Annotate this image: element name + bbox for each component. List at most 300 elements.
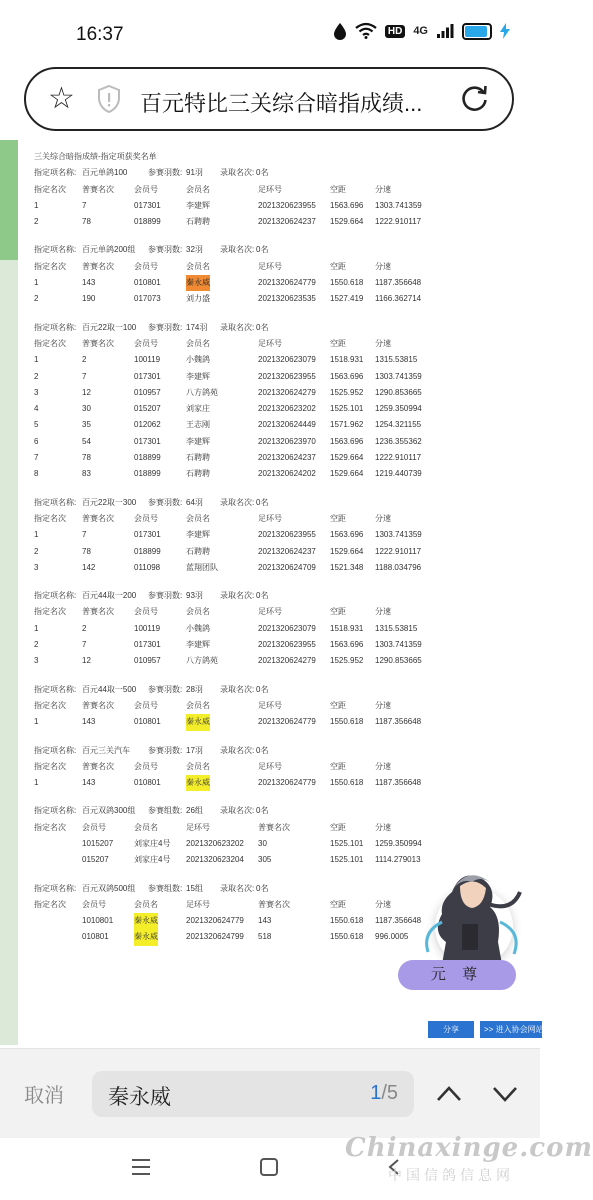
menu-nav-icon[interactable] (130, 1158, 152, 1176)
meta-field: 录取名次: (220, 684, 255, 694)
column-header: 会员名 (186, 184, 210, 194)
table-cell: 1525.101 (330, 855, 364, 865)
table-cell: 1518.931 (330, 623, 364, 633)
column-header: 会员号 (134, 513, 158, 523)
meta-field: 百元三关汽车 (82, 745, 130, 755)
meta-field: 93羽 (186, 591, 203, 601)
table-cell: 李建辉 (186, 436, 210, 446)
column-header: 指定名次 (34, 822, 66, 832)
column-header: 空距 (330, 822, 346, 832)
meta-field: 录取名次: (220, 806, 255, 816)
table-cell: 1222.910117 (375, 546, 422, 556)
column-header: 空距 (330, 700, 346, 710)
table-cell: 1 (34, 530, 39, 540)
table-cell: 刘家庄 (186, 404, 210, 414)
table-cell: 017301 (134, 436, 161, 446)
table-cell: 2 (82, 355, 87, 365)
column-header: 分速 (375, 338, 391, 348)
column-header: 足环号 (258, 184, 282, 194)
column-header: 足环号 (186, 822, 210, 832)
table-cell: 143 (258, 916, 272, 926)
column-header: 空距 (330, 761, 346, 771)
meta-field: 百元22取一300 (82, 497, 137, 507)
yuanzun-badge[interactable]: 元 尊 (398, 960, 516, 990)
table-cell: 010801 (82, 932, 109, 942)
meta-field: 百元44取一500 (82, 684, 137, 694)
meta-field: 百元单鸽200组 (82, 245, 136, 255)
meta-field: 参赛羽数: (148, 591, 183, 601)
meta-field: 174羽 (186, 322, 208, 332)
table-cell: 小魏鸽 (186, 623, 210, 633)
table-cell: 1114.279013 (375, 855, 421, 865)
table-cell: 2021320623955 (258, 371, 316, 381)
table-cell: 1 (34, 623, 39, 633)
table-cell: 2021320624799 (186, 932, 244, 942)
table-cell: 2021320624202 (258, 469, 316, 479)
table-row (34, 198, 534, 214)
table-cell: 7 (82, 530, 87, 540)
column-header: 足环号 (258, 513, 282, 523)
table-cell: 刘家庄4号 (134, 855, 171, 865)
column-header: 会员号 (134, 607, 158, 617)
table-cell: 143 (82, 717, 96, 727)
table-cell: 秦永威 (134, 929, 158, 945)
table-cell: 1222.910117 (375, 217, 422, 227)
table-cell: 2021320623202 (186, 838, 244, 848)
table-cell: 1303.741359 (375, 640, 422, 650)
meta-field: 参赛羽数: (148, 497, 183, 507)
meta-field: 17羽 (186, 745, 203, 755)
table-row (34, 401, 534, 417)
meta-field: 参赛羽数: (148, 168, 183, 178)
cancel-button[interactable]: 取消 (24, 1085, 64, 1107)
column-header: 指定名次 (34, 700, 66, 710)
meta-field: 百元22取一100 (82, 322, 137, 332)
share-button[interactable] (428, 1021, 474, 1038)
table-cell: 1 (34, 278, 39, 288)
column-header: 空距 (330, 607, 346, 617)
table-cell: 1187.356648 (375, 778, 422, 788)
column-header: 分速 (375, 184, 391, 194)
table-cell: 秦永威 (186, 775, 210, 791)
meta-field: 百元双鸽300组 (82, 806, 136, 816)
table-cell: 305 (258, 855, 272, 865)
table-cell: 1563.696 (330, 436, 364, 446)
table-cell: 1259.350994 (375, 838, 422, 848)
meta-field: 百元双鸽500组 (82, 883, 136, 893)
table-cell: 143 (82, 278, 96, 288)
meta-field: 0名 (256, 497, 269, 507)
home-nav-icon[interactable] (259, 1157, 279, 1177)
table-cell: 1219.440739 (375, 469, 422, 479)
table-row (34, 450, 534, 466)
table-cell: 011098 (134, 562, 161, 572)
table-cell: 1187.356648 (375, 717, 422, 727)
table-cell: 秦永威 (134, 913, 158, 929)
table-header (34, 336, 534, 352)
column-header: 会员名 (186, 261, 210, 271)
meta-field: 0名 (256, 684, 269, 694)
association-site-link[interactable]: >> 进入协会网站 (480, 1021, 542, 1038)
table-cell: 1529.664 (330, 546, 364, 556)
section-meta (34, 320, 534, 336)
table-cell: 017301 (134, 530, 161, 540)
table-cell: 2021320623970 (258, 436, 316, 446)
column-header: 会员号 (134, 261, 158, 271)
share-label: 分享 (443, 1025, 459, 1034)
table-cell: 李建辉 (186, 371, 210, 381)
table-cell: 2021320624779 (258, 278, 316, 288)
meta-field: 0名 (256, 883, 269, 893)
table-cell: 1550.618 (330, 778, 364, 788)
table-cell: 石聘聘 (186, 453, 210, 463)
column-header: 指定名次 (34, 338, 66, 348)
match-counter: 1/5 (370, 1082, 398, 1104)
table-cell: 010801 (134, 717, 161, 727)
table-cell: 010801 (134, 778, 161, 788)
table-cell: 2021320623204 (186, 855, 244, 865)
find-query[interactable]: 秦永威 (108, 1086, 171, 1109)
section-meta (34, 743, 534, 759)
bookmark-star-icon[interactable]: ☆ (48, 82, 75, 115)
status-bar (0, 0, 540, 64)
table-cell: 1525.952 (330, 387, 364, 397)
column-header: 普赛名次 (82, 261, 114, 271)
table-cell: 刘家庄4号 (134, 838, 171, 848)
table-cell: 8 (34, 469, 39, 479)
table-cell: 李建辉 (186, 200, 210, 210)
table-cell: 1290.853665 (375, 656, 422, 666)
meta-field: 参赛组数: (148, 806, 183, 816)
column-header: 指定名次 (34, 184, 66, 194)
clock: 16:37 (76, 24, 124, 45)
table-cell: 1529.664 (330, 217, 364, 227)
table-cell: 2 (34, 371, 39, 381)
column-header: 空距 (330, 184, 346, 194)
table-cell: 1290.853665 (375, 387, 422, 397)
meta-field: 0名 (256, 322, 269, 332)
column-header: 足环号 (258, 761, 282, 771)
column-header: 足环号 (258, 700, 282, 710)
table-cell: 012062 (134, 420, 161, 430)
meta-field: 录取名次: (220, 591, 255, 601)
table-cell: 018899 (134, 217, 161, 227)
table-row (34, 369, 534, 385)
table-cell: 1529.664 (330, 453, 364, 463)
table-cell: 1 (34, 355, 39, 365)
table-cell: 6 (34, 436, 39, 446)
table-cell: 518 (258, 932, 272, 942)
table-cell: 190 (82, 294, 96, 304)
table-cell: 石聘聘 (186, 546, 210, 556)
meta-field: 百元44取一200 (82, 591, 137, 601)
table-cell: 5 (34, 420, 39, 430)
table-cell: 54 (82, 436, 91, 446)
table-header (34, 820, 534, 836)
section-meta (34, 242, 534, 258)
column-header: 空距 (330, 338, 346, 348)
table-cell: 1 (34, 200, 39, 210)
watermark-cn: 中国信鸽信息网 (388, 1167, 514, 1183)
table-cell: 1 (34, 717, 39, 727)
table-cell: 1236.355362 (375, 436, 422, 446)
table-cell: 2 (34, 217, 39, 227)
next-match-icon[interactable] (488, 1077, 522, 1111)
column-header: 会员号 (134, 761, 158, 771)
meta-field: 0名 (256, 806, 269, 816)
column-header: 普赛名次 (82, 184, 114, 194)
table-cell: 7 (82, 640, 87, 650)
table-cell: 1563.696 (330, 371, 364, 381)
table-cell: 2021320623955 (258, 530, 316, 540)
page-title[interactable]: 百元特比三关综合暗指成绩... (140, 91, 423, 116)
column-header: 会员号 (82, 899, 106, 909)
column-header: 会员名 (186, 338, 210, 348)
table-cell: 1315.53815 (375, 623, 418, 633)
table-cell: 2021320624709 (258, 562, 316, 572)
table-cell: 017301 (134, 640, 161, 650)
column-header: 分速 (375, 513, 391, 523)
meta-field: 参赛羽数: (148, 745, 183, 755)
watermark-site: Chinaxinge.com (345, 1133, 593, 1163)
table-cell: 1521.348 (330, 562, 364, 572)
meta-field: 百元单鸽100 (82, 168, 128, 178)
table-cell: 1571.962 (330, 420, 364, 430)
wifi-icon (355, 23, 377, 39)
column-header: 分速 (375, 761, 391, 771)
section-meta (34, 588, 534, 604)
column-header: 空距 (330, 899, 346, 909)
table-cell: 30 (258, 838, 267, 848)
meta-field: 参赛羽数: (148, 684, 183, 694)
battery-icon (462, 23, 492, 40)
find-input[interactable] (92, 1071, 414, 1117)
table-cell: 015207 (134, 404, 161, 414)
table-cell: 2021320624779 (258, 717, 316, 727)
table-cell: 3 (34, 656, 39, 666)
meta-field: 录取名次: (220, 322, 255, 332)
meta-field: 指定项名称: (34, 684, 77, 694)
column-header: 空距 (330, 261, 346, 271)
table-cell: 1525.101 (330, 404, 364, 414)
column-header: 足环号 (186, 899, 210, 909)
table-cell: 1166.362714 (375, 294, 422, 304)
table-cell: 1550.618 (330, 932, 364, 942)
table-cell: 1188.034796 (375, 562, 422, 572)
table-cell: 78 (82, 453, 91, 463)
table-cell: 1315.53815 (375, 355, 418, 365)
signal-icon (436, 23, 454, 39)
column-header: 会员名 (186, 761, 210, 771)
meta-field: 91羽 (186, 168, 203, 178)
address-bar[interactable] (24, 67, 514, 131)
meta-field: 0名 (256, 591, 269, 601)
table-cell: 018899 (134, 453, 161, 463)
column-header: 会员号 (82, 822, 106, 832)
meta-field: 0名 (256, 745, 269, 755)
table-cell: 李建辉 (186, 530, 210, 540)
table-cell: 018899 (134, 469, 161, 479)
meta-field: 录取名次: (220, 745, 255, 755)
status-icons (333, 22, 510, 40)
table-row (34, 653, 534, 669)
column-header: 普赛名次 (82, 700, 114, 710)
table-cell: 2021320624279 (258, 656, 316, 666)
column-header: 指定名次 (34, 513, 66, 523)
table-cell: 83 (82, 469, 91, 479)
table-cell: 010957 (134, 387, 161, 397)
table-cell: 143 (82, 778, 96, 788)
table-cell: 2021320624237 (258, 453, 316, 463)
web-content[interactable] (0, 140, 544, 1045)
column-header: 会员名 (134, 899, 158, 909)
table-row (34, 275, 534, 291)
table-cell: 3 (34, 387, 39, 397)
column-header: 会员名 (134, 822, 158, 832)
meta-field: 0名 (256, 245, 269, 255)
table-cell: 2021320624279 (258, 387, 316, 397)
table-row (34, 214, 534, 230)
column-header: 普赛名次 (82, 607, 114, 617)
table-cell: 017301 (134, 371, 161, 381)
page-side-bar (0, 140, 18, 1045)
table-cell: 017073 (134, 294, 161, 304)
column-header: 会员号 (134, 338, 158, 348)
meta-field: 指定项名称: (34, 806, 77, 816)
table-row (34, 637, 534, 653)
table-cell: 2 (34, 640, 39, 650)
table-cell: 1518.931 (330, 355, 364, 365)
table-row (34, 775, 534, 791)
meta-field: 指定项名称: (34, 745, 77, 755)
meta-field: 录取名次: (220, 245, 255, 255)
table-row (34, 527, 534, 543)
table-cell: 1529.664 (330, 469, 364, 479)
table-cell: 12 (82, 656, 91, 666)
table-cell: 2021320624237 (258, 546, 316, 556)
previous-match-icon[interactable] (432, 1077, 466, 1111)
reload-icon[interactable] (460, 83, 490, 113)
column-header: 会员名 (186, 700, 210, 710)
table-cell: 4 (34, 404, 39, 414)
table-cell: 100119 (134, 623, 161, 633)
table-row (34, 466, 534, 482)
meta-field: 指定项名称: (34, 245, 77, 255)
character-mascot-image[interactable] (402, 862, 530, 964)
table-row (34, 836, 534, 852)
column-header: 分速 (375, 899, 391, 909)
table-cell: 2021320623955 (258, 640, 316, 650)
meta-field: 64羽 (186, 497, 203, 507)
table-cell: 王志刚 (186, 420, 210, 430)
table-header (34, 182, 534, 198)
table-header (34, 604, 534, 620)
table-cell: 八方鸽苑 (186, 387, 218, 397)
meta-field: 参赛羽数: (148, 322, 183, 332)
table-cell: 7 (82, 200, 87, 210)
table-cell: 2021320624237 (258, 217, 316, 227)
table-cell: 1563.696 (330, 640, 364, 650)
document-heading (34, 149, 534, 165)
meta-field: 录取名次: (220, 168, 255, 178)
table-cell: 1303.741359 (375, 530, 422, 540)
table-header (34, 698, 534, 714)
table-cell: 1015207 (82, 838, 114, 848)
table-row (34, 560, 534, 576)
column-header: 足环号 (258, 261, 282, 271)
section-meta (34, 682, 534, 698)
table-row (34, 714, 534, 730)
table-cell: 010801 (134, 278, 161, 288)
column-header: 普赛名次 (82, 338, 114, 348)
column-header: 分速 (375, 261, 391, 271)
meta-field: 录取名次: (220, 497, 255, 507)
meta-field: 录取名次: (220, 883, 255, 893)
table-cell: 1563.696 (330, 200, 364, 210)
table-cell: 秦永威 (186, 275, 210, 291)
table-cell: 1550.618 (330, 717, 364, 727)
column-header: 会员号 (134, 184, 158, 194)
results-document (34, 149, 534, 946)
table-cell: 2021320624779 (186, 916, 244, 926)
table-header (34, 759, 534, 775)
table-cell: 2021320623079 (258, 623, 316, 633)
table-cell: 秦永威 (186, 714, 210, 730)
table-header (34, 511, 534, 527)
shield-icon[interactable] (98, 85, 120, 113)
table-cell: 010957 (134, 656, 161, 666)
table-cell: 1 (34, 778, 39, 788)
table-cell: 2021320623202 (258, 404, 316, 414)
column-header: 普赛名次 (82, 513, 114, 523)
table-cell: 小魏鸽 (186, 355, 210, 365)
table-header (34, 259, 534, 275)
table-cell: 1550.618 (330, 278, 364, 288)
table-cell: 2 (34, 294, 39, 304)
meta-field: 指定项名称: (34, 497, 77, 507)
table-cell: 7 (82, 371, 87, 381)
table-row (34, 385, 534, 401)
column-header: 指定名次 (34, 899, 66, 909)
find-in-page-bar (0, 1048, 540, 1139)
column-header: 会员名 (186, 607, 210, 617)
table-row (34, 434, 534, 450)
charging-icon (500, 23, 510, 39)
column-header: 分速 (375, 607, 391, 617)
table-cell: 142 (82, 562, 96, 572)
section-meta (34, 165, 534, 181)
table-cell: 2021320624779 (258, 778, 316, 788)
table-cell: 78 (82, 217, 91, 227)
meta-field: 指定项名称: (34, 168, 77, 178)
table-cell: 1525.101 (330, 838, 364, 848)
column-header: 分速 (375, 822, 391, 832)
meta-field: 26组 (186, 806, 203, 816)
table-cell: 1527.419 (330, 294, 364, 304)
table-cell: 12 (82, 387, 91, 397)
meta-field: 参赛羽数: (148, 245, 183, 255)
column-header: 普赛名次 (258, 899, 290, 909)
table-cell: 78 (82, 546, 91, 556)
table-cell: 1563.696 (330, 530, 364, 540)
table-cell: 2 (82, 623, 87, 633)
table-cell: 2 (34, 546, 39, 556)
table-cell: 石聘聘 (186, 469, 210, 479)
section-meta (34, 803, 534, 819)
table-cell: 3 (34, 562, 39, 572)
table-cell: 1259.350994 (375, 404, 422, 414)
meta-field: 0名 (256, 168, 269, 178)
